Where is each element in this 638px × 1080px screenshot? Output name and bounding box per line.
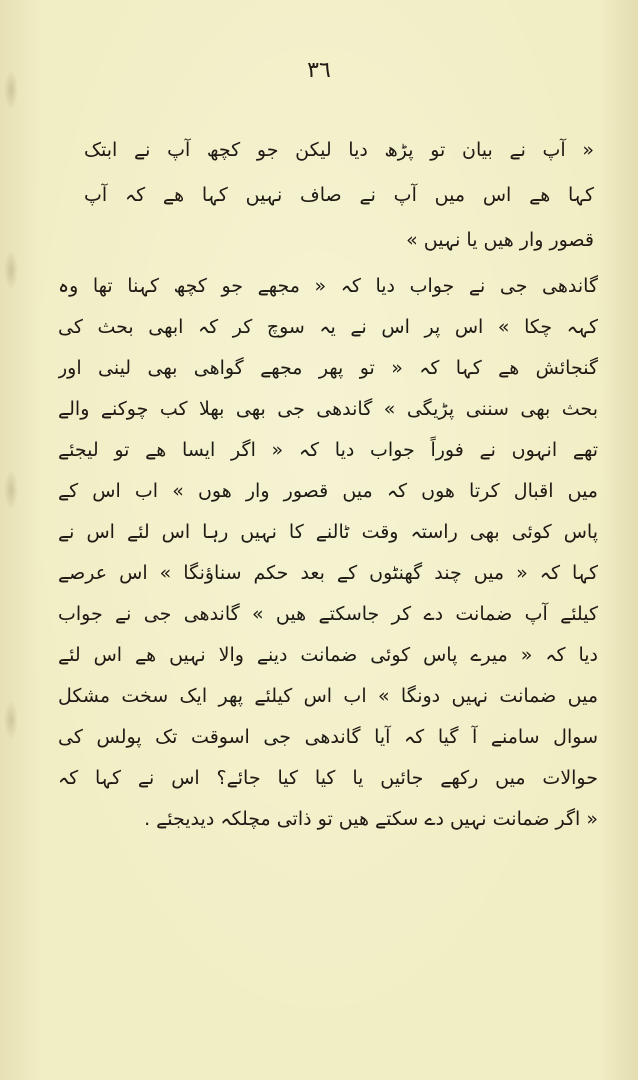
text-line: کیلئے آپ ضمانت دے کر جاسکتے ھیں » گاندھی جی نے جواب: [58, 603, 598, 625]
text-line: گاندھی جی نے جواب دیا کہ « مجھے جو کچھ کہنا تھا وہ: [58, 275, 598, 297]
text-line: کہہ چکا » اس پر اس نے یہ سوچ کر کہ ابھی بحث کی: [58, 316, 598, 338]
text-line: کہا کہ « میں چند گھنٹوں کے بعد حکم سناؤنگا » اس عرصے: [58, 562, 598, 584]
text-line: کہا ھے اس میں آپ نے صاف نہیں کہا ھے کہ آپ: [84, 184, 594, 206]
text-line: گنجائش ھے کہا کہ « تو پھر مجھے گواھی بھی لینی اور: [58, 357, 598, 379]
text-line: دیا کہ « میرے پاس کوئی ضمانت دینے والا نہیں ھے اس لئے: [58, 644, 598, 666]
text-line: میں اقبال کرتا ھوں کہ میں قصور وار ھوں » اب اس کے: [58, 480, 598, 502]
text-line: « اگر ضمانت نہیں دے سکتے ھیں تو ذاتی مچلکہ دیدیجئے .: [144, 808, 598, 830]
text-line: « آپ نے بیان تو پڑھ دیا لیکن جو کچھ آپ نے ابتک: [84, 139, 594, 161]
binding-hole-mark: [4, 470, 18, 510]
text-line: میں ضمانت نہیں دونگا » اب اس کیلئے پھر ایک سخت مشکل: [58, 685, 598, 707]
body-paragraph: [58, 266, 598, 840]
text-line: تھے انہوں نے فوراً جواب دیا کہ « اگر ایسا ھے تو لیجئے: [58, 439, 598, 461]
text-line: حوالات میں رکھے جائیں یا کیا کیا جائے؟ اس نے کہا کہ: [58, 767, 598, 789]
binding-hole-mark: [4, 700, 18, 740]
text-line: سوال سامنے آ گیا کہ آیا گاندھی جی اسوقت تک پولس کی: [58, 726, 598, 748]
quote-paragraph: [84, 128, 594, 263]
text-line: قصور وار ھیں یا نہیں »: [406, 229, 594, 251]
text-line: بحث بھی سننی پڑیگی » گاندھی جی بھی بھلا کب چوکنے والے: [58, 398, 598, 420]
text-line: پاس کوئی بھی راستہ وقت ٹالنے کا نہیں رہا اس لئے اس نے: [58, 521, 598, 543]
page-number: ٣٦: [307, 58, 331, 83]
binding-hole-mark: [4, 250, 18, 290]
